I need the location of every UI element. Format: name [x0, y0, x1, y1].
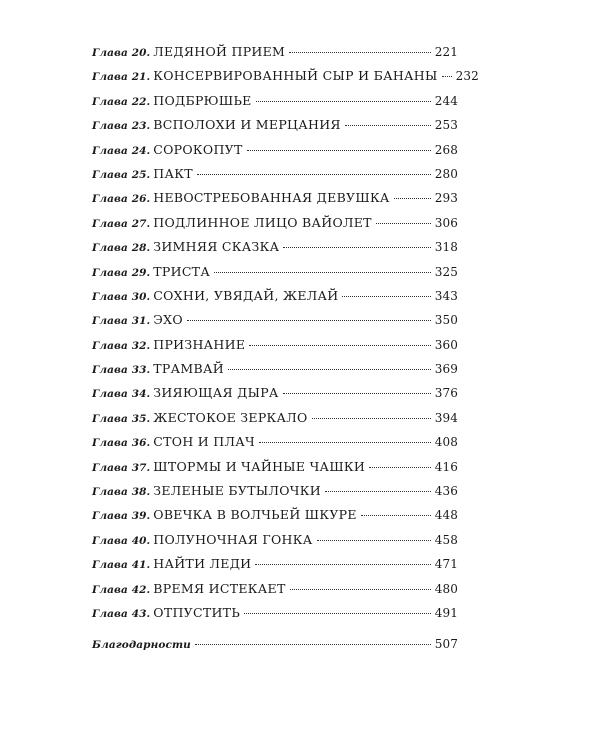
chapter-number: Глава 33. [92, 364, 151, 377]
toc-entry[interactable] [92, 264, 458, 288]
dot-leader [259, 442, 431, 443]
toc-entry[interactable] [92, 166, 458, 190]
page-number: 293 [434, 191, 458, 206]
chapter-number: Глава 20. [92, 47, 151, 59]
dot-leader [283, 393, 431, 394]
toc-entry[interactable] [92, 93, 458, 117]
toc-entry[interactable] [92, 581, 458, 605]
chapter-number: Глава 32. [92, 339, 151, 352]
dot-leader [317, 540, 431, 541]
page-number: 232 [455, 69, 479, 84]
chapter-number: Глава 42. [92, 583, 151, 596]
chapter-number: Глава 23. [92, 120, 151, 133]
page-number: 343 [434, 288, 458, 303]
dot-leader [283, 247, 430, 248]
toc-entry[interactable] [92, 312, 458, 336]
page-number: 416 [434, 459, 458, 474]
toc-entry[interactable] [92, 142, 458, 166]
page-number: 376 [434, 386, 458, 401]
chapter-title: ТРИСТА [153, 263, 211, 279]
chapter-title: ЛЕДЯНОЙ ПРИЕМ [153, 44, 286, 59]
chapter-number: Глава 31. [92, 315, 151, 328]
dot-leader [290, 589, 431, 590]
toc-entry[interactable] [92, 532, 458, 556]
dot-leader [442, 76, 452, 77]
dot-leader [255, 564, 430, 565]
page-number: 360 [434, 337, 458, 352]
chapter-number: Глава 35. [92, 412, 151, 425]
chapter-number: Глава 25. [92, 168, 151, 181]
toc-entry[interactable] [92, 215, 458, 239]
chapter-number: Глава 28. [92, 242, 151, 255]
page-number: 221 [434, 45, 458, 59]
page-number: 369 [434, 362, 458, 377]
page-number: 244 [434, 93, 458, 108]
dot-leader [256, 101, 431, 102]
chapter-number: Глава 22. [92, 95, 151, 108]
dot-leader [345, 125, 431, 126]
toc-entry[interactable] [92, 239, 458, 263]
acknowledgements-title: Благодарности [92, 639, 191, 652]
chapter-title: ЗИЯЮЩАЯ ДЫРА [153, 385, 279, 401]
page-number: 491 [434, 605, 458, 620]
chapter-number: Глава 30. [92, 290, 151, 303]
toc-entry[interactable] [92, 68, 479, 92]
page-number: 394 [434, 410, 458, 425]
chapter-title: ПОДБРЮШЬЕ [153, 92, 252, 108]
chapter-title: ЭХО [153, 312, 183, 328]
chapter-number: Глава 29. [92, 266, 151, 279]
chapter-number: Глава 26. [92, 193, 151, 206]
toc-entry[interactable] [92, 605, 458, 629]
dot-leader [369, 467, 431, 468]
chapter-title: КОНСЕРВИРОВАННЫЙ СЫР И БАНАНЫ [153, 68, 438, 84]
chapter-title: ВСПОЛОХИ И МЕРЦАНИЯ [153, 117, 341, 133]
page-number: 253 [434, 118, 458, 133]
page-number: 318 [434, 240, 458, 255]
table-of-contents [92, 44, 479, 662]
toc-entry[interactable] [92, 507, 458, 531]
chapter-number: Глава 34. [92, 388, 151, 401]
page-number: 268 [434, 142, 458, 157]
chapter-title: ОТПУСТИТЬ [153, 604, 241, 620]
toc-entry[interactable] [92, 190, 458, 214]
chapter-number: Глава 37. [92, 461, 151, 474]
toc-entry[interactable] [92, 117, 458, 141]
acknowledgements-page-number: 507 [434, 637, 458, 652]
dot-leader [342, 296, 430, 297]
dot-leader [376, 223, 431, 224]
chapter-list [92, 44, 479, 629]
toc-entry[interactable] [92, 434, 458, 458]
dot-leader [361, 515, 431, 516]
dot-leader [249, 345, 431, 346]
chapter-title: СТОН И ПЛАЧ [153, 434, 255, 450]
chapter-number: Глава 41. [92, 559, 151, 572]
chapter-title: ШТОРМЫ И ЧАЙНЫЕ ЧАШКИ [153, 458, 366, 474]
toc-entry[interactable] [92, 483, 458, 507]
toc-entry[interactable] [92, 556, 458, 580]
chapter-title: СОХНИ, УВЯДАЙ, ЖЕЛАЙ [153, 287, 339, 303]
dot-leader [289, 52, 431, 53]
page-number: 350 [434, 313, 458, 328]
page-number: 458 [434, 532, 458, 547]
chapter-title: НАЙТИ ЛЕДИ [153, 556, 252, 572]
page-number: 280 [434, 166, 458, 181]
toc-entry[interactable] [92, 410, 458, 434]
toc-entry[interactable] [92, 385, 458, 409]
chapter-title: ЗЕЛЕНЫЕ БУТЫЛОЧКИ [153, 483, 321, 499]
dot-leader [394, 198, 431, 199]
chapter-number: Глава 43. [92, 607, 151, 620]
chapter-title: СОРОКОПУТ [153, 141, 243, 157]
page-number: 448 [434, 508, 458, 523]
chapter-number: Глава 24. [92, 144, 151, 157]
page-number: 436 [434, 484, 458, 499]
toc-entry[interactable] [92, 288, 458, 312]
chapter-title: ПОДЛИННОЕ ЛИЦО ВАЙОЛЕТ [153, 214, 372, 230]
page-number: 480 [434, 581, 458, 596]
chapter-number: Глава 38. [92, 486, 151, 499]
chapter-number: Глава 40. [92, 534, 151, 547]
chapter-title: ВРЕМЯ ИСТЕКАЕТ [153, 580, 286, 596]
chapter-number: Глава 21. [92, 71, 151, 84]
dot-leader [195, 644, 431, 645]
chapter-title: НЕВОСТРЕБОВАННАЯ ДЕВУШКА [153, 190, 390, 206]
chapter-title: ПРИЗНАНИЕ [153, 336, 246, 352]
chapter-title: ОВЕЧКА В ВОЛЧЬЕЙ ШКУРЕ [153, 507, 357, 523]
toc-entry[interactable] [92, 44, 458, 68]
chapter-title: ЗИМНЯЯ СКАЗКА [153, 239, 280, 255]
page-number: 471 [434, 557, 458, 572]
toc-entry[interactable] [92, 337, 458, 361]
toc-entry[interactable] [92, 361, 458, 385]
chapter-title: ПОЛУНОЧНАЯ ГОНКА [153, 531, 313, 547]
acknowledgements-entry[interactable] [92, 637, 458, 661]
chapter-title: ПАКТ [153, 165, 193, 181]
chapter-title: ТРАМВАЙ [153, 361, 224, 377]
dot-leader [325, 491, 431, 492]
chapter-title: ЖЕСТОКОЕ ЗЕРКАЛО [153, 409, 308, 425]
dot-leader [247, 150, 431, 151]
chapter-number: Глава 36. [92, 437, 151, 450]
dot-leader [228, 369, 431, 370]
dot-leader [187, 320, 431, 321]
page-number: 306 [434, 215, 458, 230]
chapter-number: Глава 39. [92, 510, 151, 523]
toc-entry[interactable] [92, 459, 458, 483]
dot-leader [197, 174, 431, 175]
dot-leader [312, 418, 431, 419]
dot-leader [214, 272, 431, 273]
page-number: 325 [434, 264, 458, 279]
page-number: 408 [434, 435, 458, 450]
chapter-number: Глава 27. [92, 217, 151, 230]
dot-leader [244, 613, 431, 614]
